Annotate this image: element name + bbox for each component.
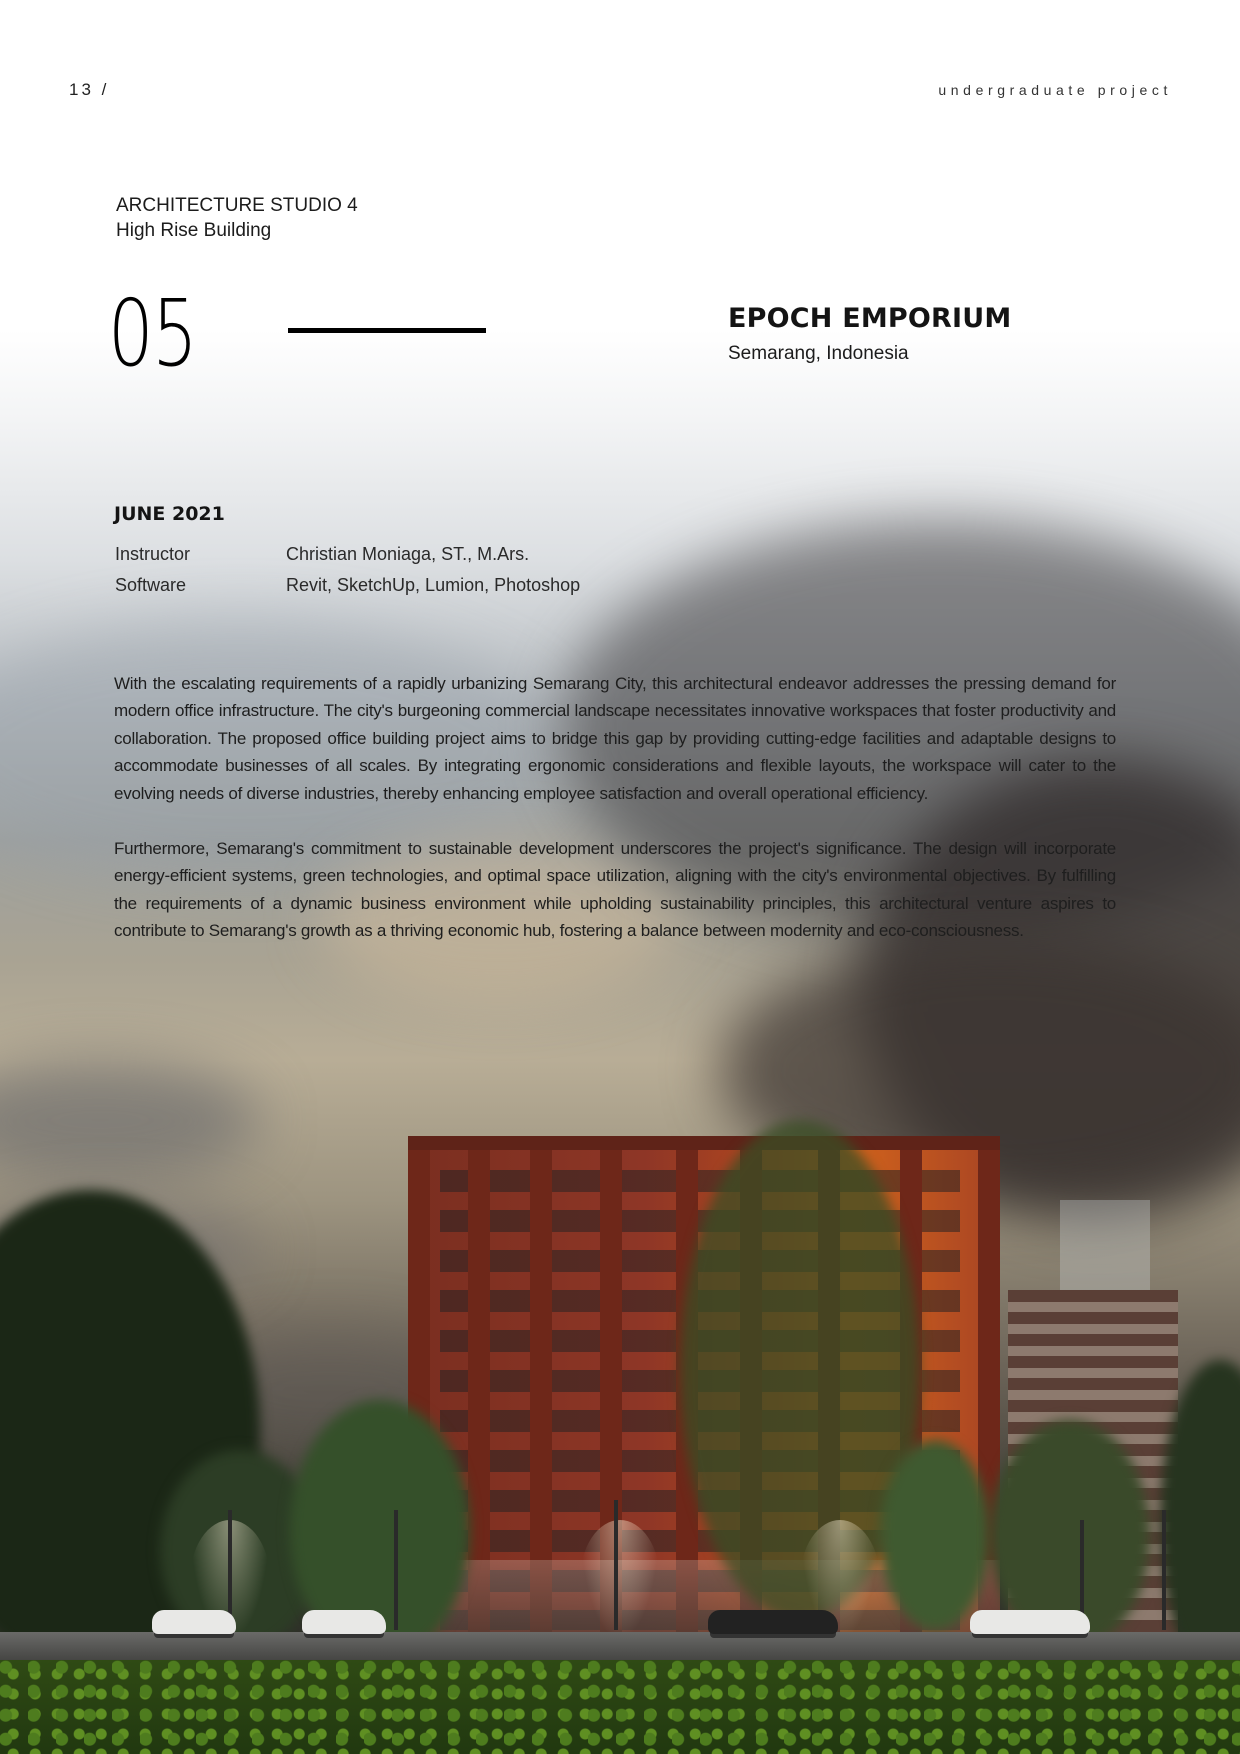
detail-value: Revit, SketchUp, Lumion, Photoshop (286, 575, 581, 595)
project-date: JUNE 2021 (114, 503, 225, 525)
street-light-glow (580, 1520, 660, 1640)
detail-label: Instructor (115, 544, 191, 564)
detail-label: Software (115, 575, 187, 595)
car (708, 1610, 838, 1634)
page-number: 13 / (69, 80, 110, 99)
cloud (0, 1060, 260, 1180)
description-paragraph: Furthermore, Semarang's commitment to sustainable development underscores the project's significance. The design will incorporate energy-efficient systems, green technologies, and optimal space utilization, aligning with the city's environmental objectives. By fulfilling the requirements of a dynamic business environment while upholding sustainability principles, this architectural venture aspires to contribute to Semarang's growth as a thriving economic hub, fostering a balance between modernity and eco-consciousness. (114, 839, 1116, 941)
course-subtitle: High Rise Building (116, 220, 272, 241)
tree (880, 1440, 990, 1630)
tower-parapet (408, 1136, 1000, 1150)
project-title: EPOCH EMPORIUM (728, 303, 1012, 334)
description-paragraph: With the escalating requirements of a rapidly urbanizing Semarang City, this architectural endeavor addresses the pressing demand for modern office infrastructure. The city's burgeoning commercial landscape necessitates innovative workspaces that foster productivity and collaboration. The proposed office building project aims to bridge this gap by providing cutting-edge facilities and adaptable designs to accommodate businesses of all scales. By integrating ergonomic considerations and flexible layouts, the workspace will cater to the evolving needs of diverse industries, thereby enhancing employee satisfaction and overall operational efficiency. (114, 674, 1116, 803)
detail-row-software (115, 570, 580, 601)
course-name: ARCHITECTURE STUDIO 4 (116, 195, 358, 216)
divider-rule (288, 328, 486, 333)
section-label: undergraduate project (938, 82, 1172, 98)
car (970, 1610, 1090, 1634)
project-location: Semarang, Indonesia (728, 343, 909, 364)
detail-value: Christian Moniaga, ST., M.Ars. (286, 544, 530, 564)
street-lamp (394, 1510, 398, 1630)
studio-info (116, 193, 358, 243)
car (302, 1610, 386, 1634)
detail-row-instructor (115, 539, 580, 570)
project-details (115, 539, 580, 601)
street-lamp (614, 1500, 618, 1630)
street-lamp (1162, 1510, 1166, 1630)
project-number: 05 (108, 280, 197, 387)
car (152, 1610, 236, 1634)
grass-foreground (0, 1660, 1240, 1754)
